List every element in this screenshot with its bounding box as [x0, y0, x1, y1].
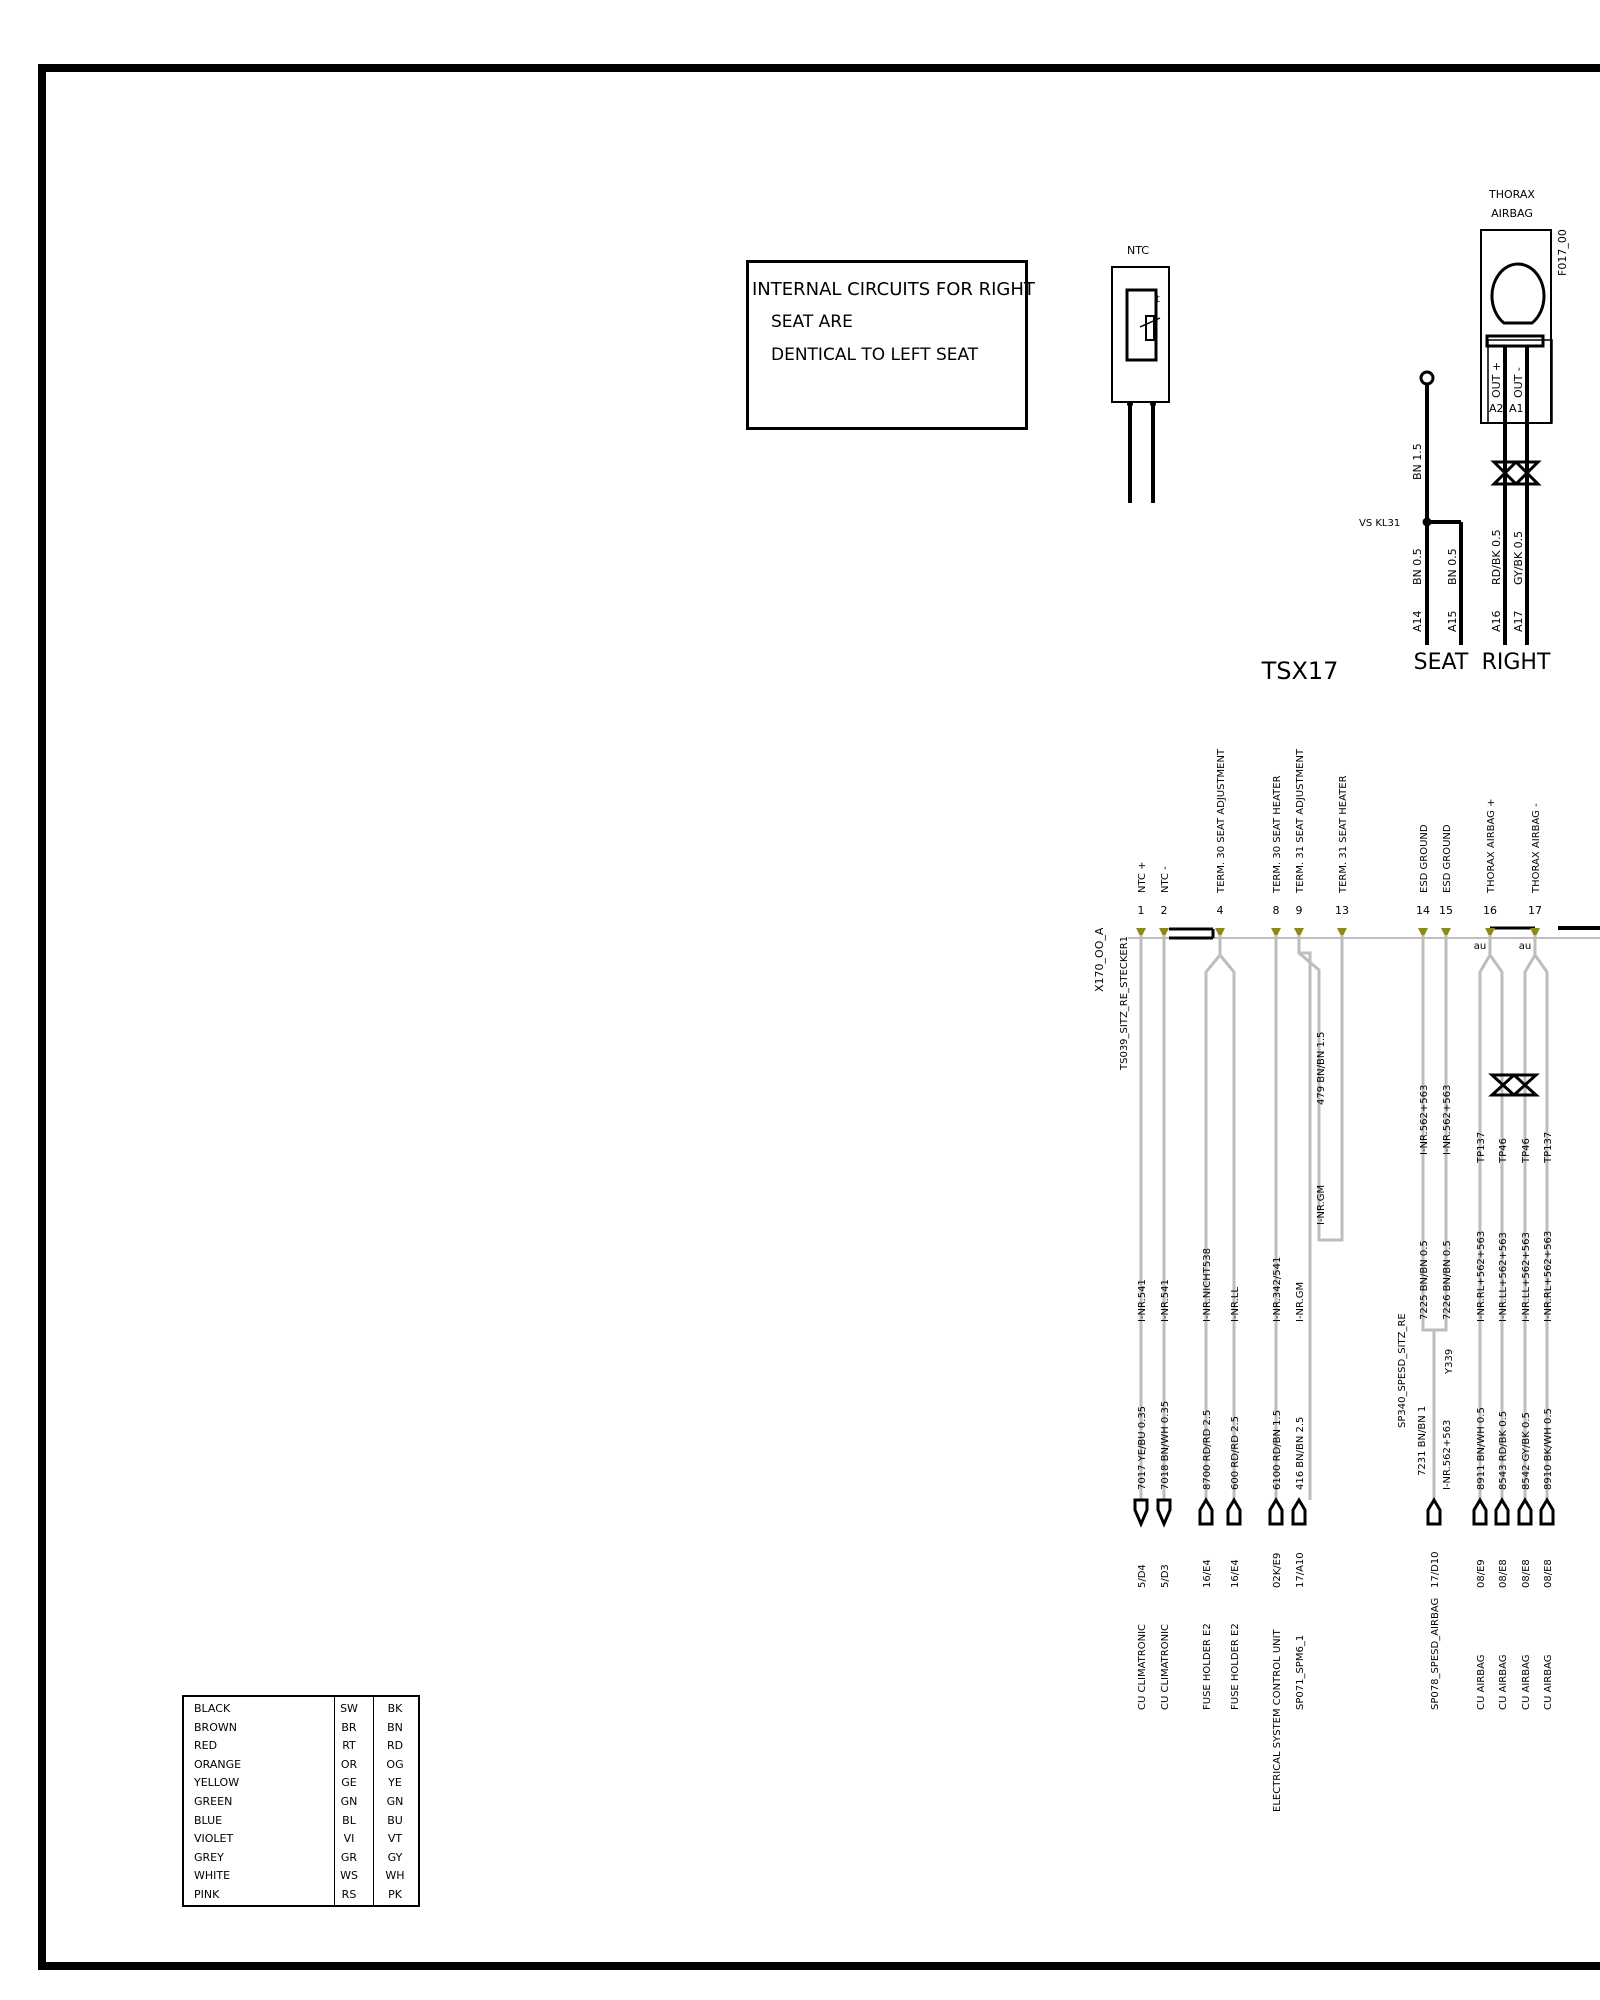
legend-row [184, 1851, 418, 1870]
wire-label: 7231 BN/BN 1 [1417, 1405, 1428, 1476]
internal-number: I-NR.GM [1295, 1281, 1306, 1322]
internal-number: I-NR.562+563 [1442, 1419, 1453, 1490]
legend-cell: BROWN [194, 1720, 237, 1734]
thorax-label: AIRBAG [1491, 207, 1533, 220]
connector-terminal [1270, 1500, 1282, 1524]
thorax-code: F017_00 [1556, 229, 1569, 276]
legend-cell: GR [340, 1850, 358, 1864]
au-label: au [1473, 941, 1487, 952]
wire-label: GY/BK 0.5 [1512, 530, 1525, 585]
legend-cell: GN [386, 1795, 404, 1808]
test-point-label: TP137 [1543, 1131, 1554, 1163]
pin-function-label: THORAX AIRBAG - [1531, 803, 1542, 893]
destination-label: CU CLIMATRONIC [1160, 1623, 1171, 1710]
legend-cell: OR [340, 1757, 358, 1771]
legend-cell: GN [340, 1795, 358, 1808]
note-box [746, 260, 1035, 430]
destination-label: SP071_SPM6_1 [1295, 1634, 1306, 1710]
legend-cell: BK [387, 1702, 403, 1715]
test-point-label: TP46 [1498, 1138, 1509, 1163]
wire-label: 8542 GY/BK 0.5 [1521, 1412, 1532, 1490]
legend-cell: RS [341, 1888, 357, 1901]
legend-cell: RT [342, 1739, 356, 1753]
legend-row [184, 1758, 418, 1777]
legend-cell: WHITE [194, 1869, 231, 1883]
internal-number: I-NR.RL+562+563 [1543, 1230, 1554, 1322]
pin-function-label: ESD GROUND [1419, 824, 1430, 893]
legend-cell: SW [340, 1702, 358, 1715]
legend-cell: BLUE [194, 1813, 223, 1827]
legend-row [184, 1814, 418, 1833]
note-line-3: DENTICAL TO LEFT SEAT [771, 345, 979, 365]
legend-row [184, 1739, 418, 1758]
pin-number: 13 [1335, 904, 1349, 917]
wire-label: 7226 BN/BN 0.5 [1442, 1240, 1453, 1320]
wire-label: 7017 YE/BU 0.35 [1137, 1405, 1148, 1490]
legend-cell: BN [387, 1720, 403, 1734]
location-reference: 16/E4 [1202, 1559, 1213, 1588]
wire-label: BN 0.5 [1446, 548, 1459, 585]
wire-label: BN 0.5 [1411, 548, 1424, 585]
wire-label: 479 BN/BN 1.5 [1316, 1031, 1327, 1105]
pin-label: A14 [1411, 610, 1424, 632]
location-reference: 17/D10 [1430, 1551, 1441, 1588]
pin-number: 1 [1137, 904, 1145, 917]
pin-number: 4 [1216, 904, 1224, 917]
pin-number: 9 [1295, 904, 1303, 917]
pin-number: 17 [1528, 904, 1542, 917]
location-reference: 08/E8 [1521, 1559, 1532, 1588]
legend-cell: GREEN [194, 1795, 233, 1808]
legend-cell: GE [341, 1776, 357, 1790]
legend-row [184, 1795, 418, 1814]
pin-function-label: TERM. 30 SEAT ADJUSTMENT [1216, 748, 1227, 893]
legend-cell: GY [387, 1850, 403, 1864]
wire-label: 416 BN/BN 2.5 [1295, 1416, 1306, 1490]
location-reference: 02K/E9 [1272, 1552, 1283, 1588]
wire-label: 7225 BN/BN 0.5 [1419, 1240, 1430, 1320]
au-label: au [1518, 941, 1532, 952]
wire-label: 8543 RD/BK 0.5 [1498, 1410, 1509, 1490]
thorax-label: THORAX [1489, 188, 1535, 201]
destination-label: SP078_SPESD_AIRBAG [1430, 1597, 1441, 1710]
pin-label-out-minus: OUT - [1512, 367, 1525, 398]
pin-a2: A2 [1489, 402, 1504, 415]
pin-label-out-plus: OUT + [1490, 361, 1503, 398]
location-reference: 5/D3 [1160, 1564, 1171, 1588]
connector-name: TS039_SITZ_RE_STECKER1 [1119, 935, 1130, 1070]
legend-cell: BR [341, 1720, 357, 1734]
legend-cell: RED [194, 1739, 218, 1753]
internal-number: I-NR.LL+562+563 [1521, 1232, 1532, 1322]
legend-cell: PINK [194, 1888, 220, 1901]
wire-label: 8911 BN/WH 0.5 [1476, 1407, 1487, 1490]
connector-terminal [1293, 1500, 1305, 1524]
legend-row [184, 1702, 418, 1721]
connector-terminal [1519, 1500, 1531, 1524]
vs-kl31-label: VS KL31 [1359, 518, 1401, 529]
pin-function-label: NTC + [1137, 861, 1148, 893]
ntc-t-symbol: t [1156, 294, 1160, 305]
location-reference: 5/D4 [1137, 1564, 1148, 1588]
connector-terminal [1541, 1500, 1553, 1524]
legend-row [184, 1721, 418, 1740]
legend-cell: VI [343, 1832, 355, 1846]
pin-a1: A1 [1509, 402, 1524, 415]
legend-row [184, 1776, 418, 1795]
legend-cell: VIOLET [194, 1832, 234, 1846]
destination-label: CU AIRBAG [1521, 1654, 1532, 1710]
connector-terminal [1496, 1500, 1508, 1524]
legend-cell: BLACK [194, 1702, 231, 1715]
destination-label: CU AIRBAG [1476, 1654, 1487, 1710]
internal-number: I-NR.342/541 [1272, 1256, 1283, 1322]
destination-label: FUSE HOLDER E2 [1230, 1623, 1241, 1710]
legend-cell: WH [385, 1869, 405, 1883]
internal-number: I-NR.GM [1316, 1184, 1327, 1225]
internal-number: I-NR.541 [1137, 1279, 1148, 1322]
legend-cell: WS [340, 1869, 358, 1883]
destination-label: CU AIRBAG [1498, 1654, 1509, 1710]
splice-label: SP340_SPESD_SITZ_RE [1397, 1313, 1408, 1428]
wire-label: 6100 RD/BN 1.5 [1272, 1409, 1283, 1490]
connector-terminal [1474, 1500, 1486, 1524]
internal-number: I-NR.562+563 [1442, 1084, 1453, 1155]
connector-terminal [1428, 1500, 1440, 1524]
legend-cell: VT [387, 1832, 403, 1846]
destination-label: FUSE HOLDER E2 [1202, 1623, 1213, 1710]
connector-terminal [1200, 1500, 1212, 1524]
pin-function-label: NTC - [1160, 866, 1171, 893]
location-reference: 16/E4 [1230, 1559, 1241, 1588]
pin-label: A15 [1446, 610, 1459, 632]
wire-label: 600 RD/RD 2.5 [1230, 1415, 1241, 1490]
right-label: RIGHT [1481, 650, 1551, 675]
pin-number: 8 [1272, 904, 1280, 917]
pin-function-label: THORAX AIRBAG + [1486, 798, 1497, 893]
pin-number: 16 [1483, 904, 1497, 917]
internal-number: I-NR.LL+562+563 [1498, 1232, 1509, 1322]
ntc-label: NTC [1127, 244, 1149, 257]
legend-cell: YE [388, 1776, 402, 1790]
location-reference: 08/E9 [1476, 1559, 1487, 1588]
legend-row [184, 1888, 418, 1907]
test-point-label: TP137 [1476, 1131, 1487, 1163]
pin-function-label: TERM. 31 SEAT ADJUSTMENT [1295, 748, 1306, 893]
pin-number: 14 [1416, 904, 1430, 917]
connector-code: X170_OO_A [1093, 927, 1106, 992]
location-reference: 08/E8 [1543, 1559, 1554, 1588]
destination-label: ELECTRICAL SYSTEM CONTROL UNIT [1272, 1629, 1283, 1812]
wire-cross [1492, 1075, 1536, 1095]
location-reference: 08/E8 [1498, 1559, 1509, 1588]
seat-label: SEAT [1413, 650, 1469, 675]
wire-label: 8910 BK/WH 0.5 [1543, 1408, 1554, 1490]
ntc-sensor [1112, 267, 1169, 503]
legend-cell: RD [386, 1739, 404, 1753]
connector-terminal [1158, 1500, 1170, 1524]
ground-connection [1421, 372, 1461, 645]
pin-label: A16 [1490, 610, 1503, 632]
wire-label: BN 1.5 [1411, 443, 1424, 480]
legend-cell: BU [387, 1813, 403, 1827]
legend-row [184, 1832, 418, 1851]
connector-strip [1128, 928, 1600, 938]
legend-cell: YELLOW [194, 1776, 240, 1790]
legend-cell: GREY [194, 1850, 224, 1864]
pin-number: 2 [1160, 904, 1168, 917]
note-line-1: INTERNAL CIRCUITS FOR RIGHT [752, 279, 1035, 300]
connector-terminal [1135, 1500, 1147, 1524]
test-point-label: TP46 [1521, 1138, 1532, 1163]
location-reference: 17/A10 [1295, 1552, 1306, 1588]
wire-label: 7018 BN/WH 0.35 [1160, 1400, 1171, 1490]
terminals [1135, 1500, 1553, 1524]
note-line-2: SEAT ARE [771, 312, 853, 332]
connector-terminal [1228, 1500, 1240, 1524]
internal-number: I-NR.541 [1160, 1279, 1171, 1322]
wire-label: RD/BK 0.5 [1490, 529, 1503, 585]
splice-code: Y339 [1444, 1348, 1455, 1374]
pin-function-label: ESD GROUND [1442, 824, 1453, 893]
color-legend [182, 1695, 420, 1907]
legend-cell: ORANGE [194, 1757, 242, 1771]
internal-number: I-NR.NICHT538 [1202, 1248, 1213, 1322]
wire-label: 8700 RD/RD 2.5 [1202, 1409, 1213, 1490]
pin-function-label: TERM. 30 SEAT HEATER [1272, 775, 1283, 893]
pin-label: A17 [1512, 610, 1525, 632]
legend-cell: PK [388, 1888, 402, 1901]
pin-function-label: TERM. 31 SEAT HEATER [1338, 775, 1349, 893]
internal-number: I-NR.562+563 [1419, 1084, 1430, 1155]
legend-cell: OG [386, 1757, 404, 1771]
destination-label: CU CLIMATRONIC [1137, 1623, 1148, 1710]
pin-number: 15 [1439, 904, 1453, 917]
internal-number: I-NR.RL+562+563 [1476, 1230, 1487, 1322]
internal-number: I-NR.LL [1230, 1287, 1241, 1322]
legend-cell: BL [342, 1813, 356, 1827]
destination-label: CU AIRBAG [1543, 1654, 1554, 1710]
connector-id: TSX17 [1261, 657, 1339, 685]
legend-row [184, 1869, 418, 1888]
